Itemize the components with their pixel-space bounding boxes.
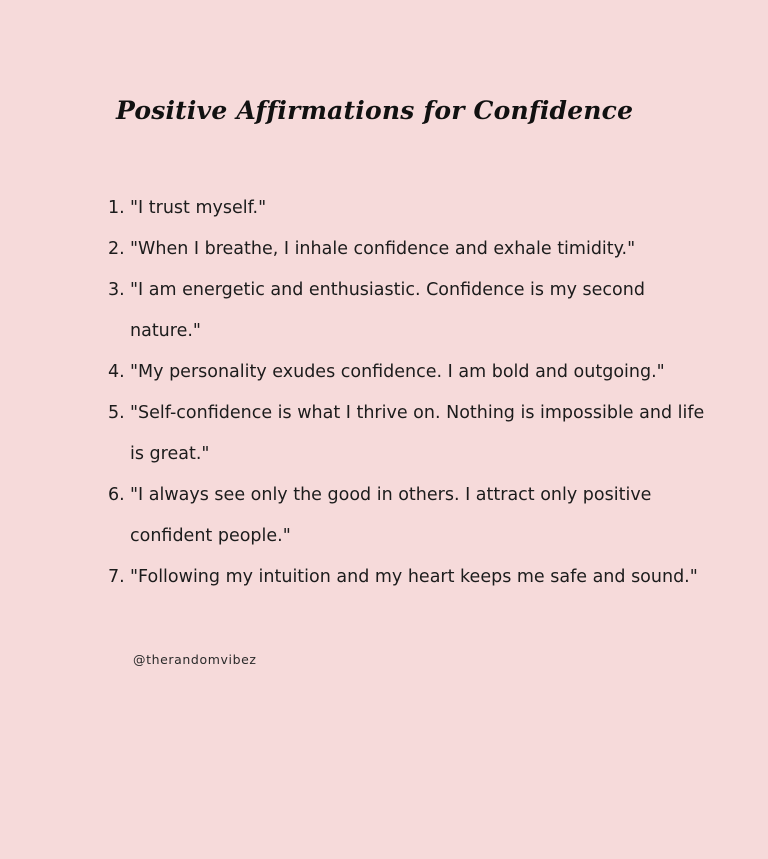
affirmation-item-7 <box>108 557 708 598</box>
affirmation-number: 7. <box>108 567 125 587</box>
affirmation-item-2 <box>108 229 708 270</box>
affirmation-number: 2. <box>108 239 125 259</box>
affirmation-item-4 <box>108 352 708 393</box>
affirmation-item-3 <box>108 270 708 352</box>
affirmation-item-6 <box>108 475 708 557</box>
affirmation-number: 6. <box>108 485 125 505</box>
affirmation-text: "I trust myself." <box>130 198 267 218</box>
affirmation-text: "Self-confidence is what I thrive on. Nothing is impossible and life is great." <box>130 403 705 464</box>
affirmation-list <box>108 188 708 598</box>
affirmation-number: 1. <box>108 198 125 218</box>
affirmation-text: "When I breathe, I inhale confidence and exhale timidity." <box>130 239 636 259</box>
affirmation-text: "Following my intuition and my heart keeps me safe and sound." <box>130 567 698 587</box>
affirmation-text: "I am energetic and enthusiastic. Confidence is my second nature." <box>130 280 645 341</box>
page-title: Positive Affirmations for Confidence <box>116 96 634 125</box>
affirmation-number: 4. <box>108 362 125 382</box>
affirmation-number: 3. <box>108 280 125 300</box>
affirmation-text: "I always see only the good in others. I attract only positive confident people." <box>130 485 652 546</box>
affirmation-text: "My personality exudes confidence. I am bold and outgoing." <box>130 362 665 382</box>
affirmation-number: 5. <box>108 403 125 423</box>
affirmation-item-5 <box>108 393 708 475</box>
social-handle: @therandomvibez <box>133 652 257 667</box>
affirmation-item-1 <box>108 188 708 229</box>
